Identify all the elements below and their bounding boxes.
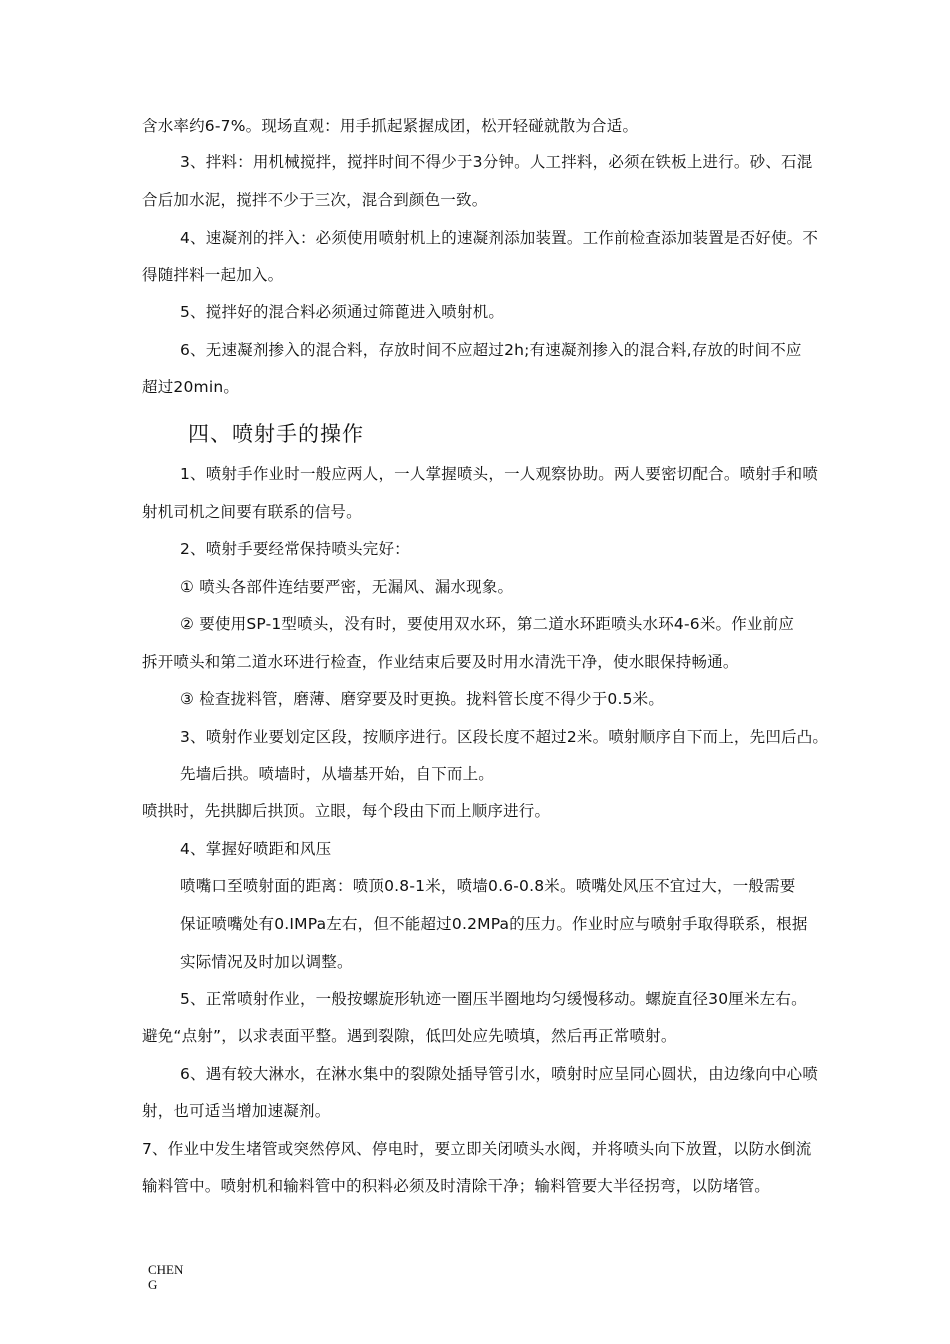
text-line: 3、拌料：用机械搅拌，搅拌时间不得少于3分钟。人工拌料，必须在铁板上进行。砂、石混 <box>180 153 813 171</box>
footer-mark <box>148 1262 183 1292</box>
text-line: 6、无速凝剂掺入的混合料，存放时间不应超过2h;有速凝剂掺入的混合料,存放的时间不应 <box>180 341 802 359</box>
text-line: 超过20min。 <box>142 378 240 396</box>
text-line: ③ 检查拢料管，磨薄、磨穿要及时更换。拢料管长度不得少于0.5米。 <box>180 690 665 708</box>
text-line: 射，也可适当增加速凝剂。 <box>142 1102 331 1120</box>
text-line: 实际情况及时加以调整。 <box>180 953 353 971</box>
text-line: ① 喷头各部件连结要严密，无漏风、漏水现象。 <box>180 578 514 596</box>
text-line: 5、搅拌好的混合料必须通过筛蓖进入喷射机。 <box>180 303 505 321</box>
text-line: 喷嘴口至喷射面的距离：喷顶0.8-1米，喷墙0.6-0.8米。喷嘴处风压不宜过大，一般需要 <box>180 877 796 895</box>
text-line: 4、掌握好喷距和风压 <box>180 840 332 858</box>
text-line: 得随拌料一起加入。 <box>142 266 284 284</box>
text-line: 合后加水泥，搅拌不少于三次，混合到颜色一致。 <box>142 191 488 209</box>
text-line: 2、喷射手要经常保持喷头完好： <box>180 540 410 558</box>
footer-line-1: CHEN <box>148 1262 184 1277</box>
text-line: 避免“点射”，以求表面平整。遇到裂隙，低凹处应先喷填，然后再正常喷射。 <box>142 1027 677 1045</box>
footer-line-2: G <box>148 1277 158 1292</box>
text-line: 喷拱时，先拱脚后拱顶。立眼，每个段由下而上顺序进行。 <box>142 802 551 820</box>
text-line: 5、正常喷射作业，一般按螺旋形轨迹一圈压半圈地均匀缓慢移动。螺旋直径30厘米左右。 <box>180 990 807 1008</box>
section-heading: 四、喷射手的操作 <box>188 422 364 446</box>
text-line: 4、速凝剂的拌入：必须使用喷射机上的速凝剂添加装置。工作前检查添加装置是否好使。不 <box>180 229 819 247</box>
text-line: 射机司机之间要有联系的信号。 <box>142 503 362 521</box>
text-line: 输料管中。喷射机和输料管中的积料必须及时清除干净；输料管要大半径拐弯，以防堵管。 <box>142 1177 771 1195</box>
text-line: 含水率约6-7%。现场直观：用手抓起紧握成团，松开轻碰就散为合适。 <box>142 117 639 135</box>
text-line: 拆开喷头和第二道水环进行检查，作业结束后要及时用水清洗干净，使水眼保持畅通。 <box>142 653 739 671</box>
text-line: ② 要使用SP-1型喷头，没有时，要使用双水环，第二道水环距喷头水环4-6米。作业前应 <box>180 615 795 633</box>
text-line: 7、作业中发生堵管或突然停风、停电时，要立即关闭喷头水阀，并将喷头向下放置，以防水倒流 <box>142 1140 812 1158</box>
text-line: 先墙后拱。喷墙时，从墙基开始，自下而上。 <box>180 765 495 783</box>
text-line: 保证喷嘴处有0.IMPa左右，但不能超过0.2MPa的压力。作业时应与喷射手取得联系，根据 <box>180 915 808 933</box>
text-line: 6、遇有较大淋水，在淋水集中的裂隙处插导管引水，喷射时应呈同心圆状，由边缘向中心喷 <box>180 1065 819 1083</box>
text-line: 1、喷射手作业时一般应两人，一人掌握喷头，一人观察协助。两人要密切配合。喷射手和喷 <box>180 465 819 483</box>
text-line: 3、喷射作业要划定区段，按顺序进行。区段长度不超过2米。喷射顺序自下而上，先凹后凸。 <box>180 728 829 746</box>
